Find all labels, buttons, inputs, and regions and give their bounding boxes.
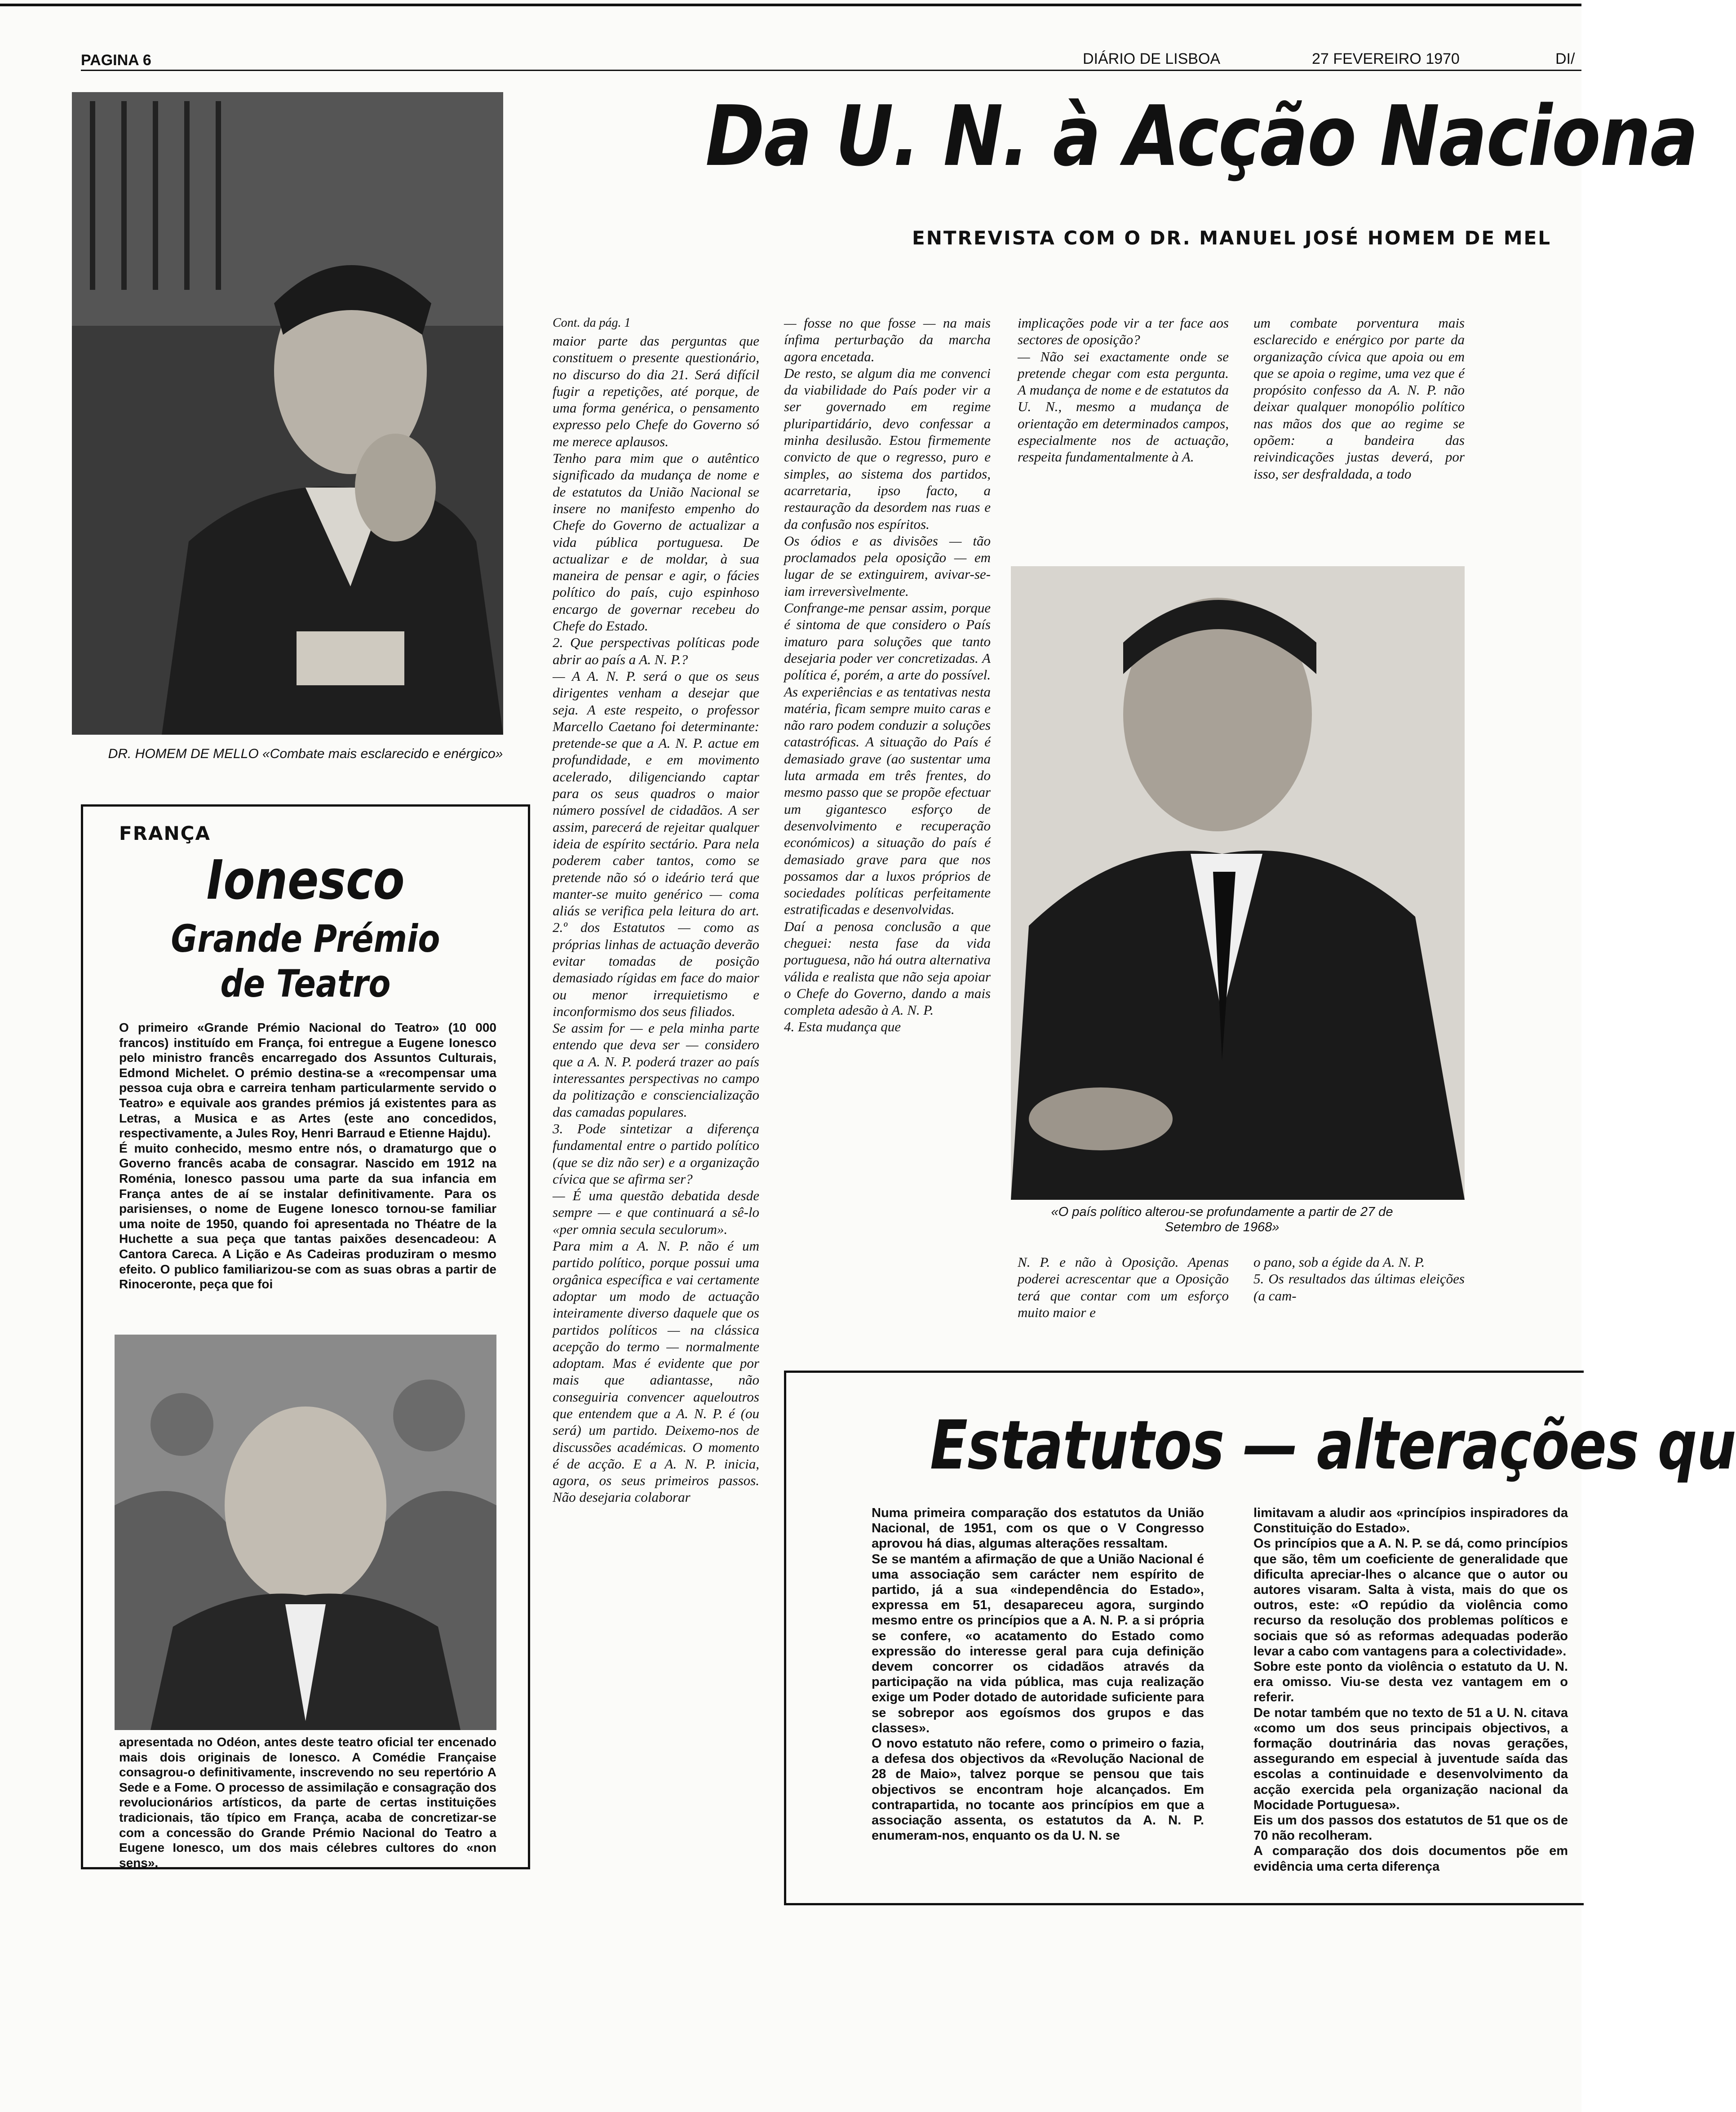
- ionesco-silhouette: [115, 1335, 496, 1730]
- statutes-headline: Estatutos — alterações qu: [930, 1407, 1736, 1485]
- statutes-column-1: Numa primeira comparação dos estatutos da União Nacional, de 1951, com os que o V Congresso aprovou há dias, algumas alterações ressaltam. Se se mantém a afirmação de que a União Nacional é uma associação sem carácter nem espírito de partido, já a sua «independência do Estado», expressa em 51, desapareceu agora, surgindo mesmo entre os princípios que a A. N. P. a si própria se confere, «o acatamento do Estado como expressão do interesse geral para cuja definição devem concorrer os cidadãos através da participação na vida pública, mas cuja realização exige um Poder dotado de autoridade suficiente para se sobrepor aos egoísmos dos grupos e das classes». O novo estatuto não refere, como o primeiro o fazia, a defesa dos objectivos da «Revolução Nacional de 28 de Maio», talvez porque se pensou que tais objectivos se encontram hoje alcançados. Em contrapartida, no tocante aos princípios em que a associação assenta, os estatutos da A. N. P. enumeram-nos, enquanto os da U. N. se: [872, 1506, 1204, 1843]
- portrait-photo-homem-de-mello: [72, 92, 503, 735]
- interview-column-3-top: implicações pode vir a ter face aos sectores de oposição? — Não sei exactamente onde se pretende chegar com esta pergunta. A mudança de nome e de estatutos da U. N., mesmo a mudança de orientação em determinados campos, especialmente nos de actuação, respeita fundamentalmente à A.: [1018, 315, 1229, 465]
- newspaper-name: DIÁRIO DE LISBOA: [1083, 50, 1221, 67]
- prize-title-line2: de Teatro: [220, 962, 391, 1006]
- header-rule: [81, 70, 1581, 71]
- top-rule: [0, 4, 1581, 6]
- prize-title-line1: Grande Prémio: [171, 917, 440, 961]
- interview-column-4-top: um combate porventura mais esclarecido e enérgico por parte da organização cívica que apoia ou em que se apoia o regime, uma vez que é propósito confesso da A. N. P. não deixar qualquer monopólio político nas mãos dos que ao regime se opõem: a bandeira das reivindicações justas deverá, por isso, ser desfraldada, a todo: [1253, 315, 1465, 482]
- edge-fragment: DI/: [1555, 50, 1575, 67]
- page-label: PAGINA 6: [81, 52, 151, 69]
- interview-column-3-bottom: N. P. e não à Oposição. Apenas poderei acrescentar que a Oposição terá que contar com um esforço muito maior e: [1018, 1254, 1229, 1320]
- portrait-photo-2: [1011, 566, 1465, 1200]
- portrait-2-silhouette: [1011, 566, 1465, 1200]
- portrait-silhouette: [72, 92, 503, 735]
- france-label: FRANÇA: [119, 822, 211, 844]
- ionesco-photo: [115, 1335, 496, 1730]
- photo1-caption: DR. HOMEM DE MELLO «Combate mais esclarecido e enérgico»: [108, 746, 503, 761]
- interview-subtitle: ENTREVISTA COM O DR. MANUEL JOSÉ HOMEM DE MEL: [912, 227, 1551, 249]
- ionesco-title: Ionesco: [206, 849, 405, 912]
- ionesco-body-part1: O primeiro «Grande Prémio Nacional do Teatro» (10 000 francos) instituído em França, foi entregue a Eugene Ionesco pelo ministro francês encarregado dos Assuntos Culturais, Edmond Michelet. O prémio destina-se a «recompensar uma pessoa cuja obra e carreira tenham particularmente servido o Teatro» e equivale aos grandes prémios já existentes para as Letras, a Musica e as Artes (este ano concedidos, respectivamente, a Jules Roy, Henri Barraud e Etienne Hajdu). É muito conhecido, mesmo entre nós, o dramaturgo que o Governo francês acaba de consagrar. Nascido em 1912 na Roménia, Ionesco passou uma parte da sua infancia em França antes de aí se instalar definitivamente. Para os parisienses, o nome de Eugene Ionesco tornou-se familiar uma noite de 1950, quando foi apresentada no Théatre de la Huchette a sua peça que tantas paixões desencadeou: A Cantora Careca. A Lição e As Cadeiras produziram o mesmo efeito. O publico familiarizou-se com as suas obras a partir de Rinoceronte, peça que foi: [119, 1021, 496, 1291]
- interview-column-2: — fosse no que fosse — na mais ínfima perturbação da marcha agora encetada. De resto, se algum dia me convenci da viabilidade do País poder vir a ser governado em regime pluripartidário, devo confessar a minha desilusão. Estou firmemente convicto de que o regresso, puro e simples, ao sistema dos partidos, acarretaria, ipso facto, a restauração da desordem nas ruas e da confusão nos espíritos. Os ódios e as divisões — tão proclamados pela oposição — em lugar de se extinguirem, avivar-se-iam irreversìvelmente. Confrange-me pensar assim, porque é sintoma de que considero o País imaturo para soluções que tanto desejaria poder ver concretizadas. A política é, porém, a arte do possível. As experiências e as tentativas nesta matéria, ficam sempre muito caras e não raro podem conduzir a soluções catastróficas. A situação do País é demasiado grave (ao sustentar uma luta armada em três frentes, do mesmo passo que se propõe efectuar um gigantesco esforço de desenvolvimento e recuperação económicos) a situação do país é demasiado grave para que nos possamos dar a luxos próprios de sociedades políticas perfeitamente estratificadas e desenvolvidas. Daí a penosa conclusão a que cheguei: nesta fase da vida portuguesa, não há outra alternativa válida e realista que não seja apoiar o Chefe do Governo, dando a mais completa adesão à A. N. P. 4. Esta mudança que: [784, 315, 991, 1035]
- continued-marker: Cont. da pág. 1: [553, 316, 631, 330]
- statutes-column-2: limitavam a aludir aos «princípios inspiradores da Constituição do Estado». Os princípios que a A. N. P. se dá, como princípios que são, têm um coeficiente de generalidade que dificulta apreciar-lhes o alcance que o autor ou autores visaram. Salta à vista, mais do que os outros, este: «O repúdio da violência como recurso da resolução dos problemas políticos e sociais que só as reformas adequadas poderão levar a cabo com vantagens para a colectividade». Sobre este ponto da violência o estatuto da U. N. era omisso. Viu-se desta vez vantagem em o referir. De notar também que no texto de 51 a U. N. citava «como um dos seus principais objectivos, a formação doutrinária das novas gerações, assegurando em especial à juventude saída das escolas a continuidade e desenvolvimento da acção exercida pela organização nacional da Mocidade Portuguesa». Eis um dos passos dos estatutos de 51 que os de 70 não recolheram. A comparação dos dois documentos põe em evidência uma certa diferença: [1253, 1506, 1568, 1874]
- main-headline: Da U. N. à Acção Naciona: [705, 88, 1698, 185]
- photo2-caption: «O país político alterou-se profundamente a partir de 27 de Setembro de 1968»: [1051, 1205, 1393, 1234]
- interview-column-1: maior parte das perguntas que constituem o presente questionário, no discurso do dia 21. Será difícil fugir a repetições, até porque, de uma forma genérica, o pensamento expresso pelo Chefe do Governo só me merece aplausos. Tenho para mim que o autêntico significado da mudança de nome e de estatutos da União Nacional se insere no manifesto empenho do Chefe do Governo de actualizar a vida pública portuguesa. De actualizar e de moldar, à sua maneira de pensar e agir, o fácies político do país, cujo espinhoso encargo de governar recebeu do Chefe do Estado. 2. Que perspectivas políticas pode abrir ao país a A. N. P.? — A A. N. P. será o que os seus dirigentes venham a desejar que seja. A este respeito, o professor Marcello Caetano foi determinante: pretende-se que a A. N. P. actue em profundidade, e em movimento acelerado, diligenciando captar para os seus quadros o maior número possível de cidadãos. A ser assim, parecerá de rejeitar qualquer ideia de espírito sectário. Para nela poderem caber tantos, como se pretende não só o ideário terá que manter-se muito genérico — coma aliás se verifica pela leitura do art. 2.º dos Estatutos — como as próprias linhas de actuação deverão evitar tomadas de posição demasiado rígidas em face do maior ou menor irrequietismo e inconformismo dos seus filiados. Se assim for — e pela minha parte entendo que deva ser — considero que a A. N. P. poderá trazer ao país interessantes perspectivas no campo da politização e consciencialização das camadas populares. 3. Pode sintetizar a diferença fundamental entre o partido político (que se diz não ser) e a organização cívica que se afirma ser? — É uma questão debatida desde sempre — e que continuará a sê-lo «per omnia secula seculorum». Para mim a A. N. P. não é um partido político, porque possui uma orgânica específica e vai certamente adoptar um modo de actuação inteiramente diverso daquele que os partidos políticos — na clássica acepção do termo — normalmente adoptam. Mas é evidente que por mais que adiantasse, não conseguiria convencer aqueloutros que entendem que a A. N. P. é (ou será) um partido. Deixemo-nos de discussões académicas. O momento é de acção. E a A. N. P. inicia, agora, os seus primeiros passos. Não desejaria colaborar: [553, 333, 759, 1505]
- ionesco-body-part2: apresentada no Odéon, antes deste teatro oficial ter encenado mais dois originais de Ionesco. A Comédie Française consagrou-o definitivamente, inscrevendo no seu repertório A Sede e a Fome. O processo de assimilação e consagração dos revolucionários artísticos, da parte de certas instituições tradicionais, tão típico em França, acaba de concretizar-se com a concessão do Grande Prémio Nacional do Teatro a Eugene Ionesco, um dos mais célebres cultores do «non sens».: [119, 1735, 496, 1870]
- interview-column-4-bottom: o pano, sob a égide da A. N. P. 5. Os resultados das últimas eleições (a cam-: [1253, 1254, 1465, 1304]
- issue-date: 27 FEVEREIRO 1970: [1312, 50, 1460, 67]
